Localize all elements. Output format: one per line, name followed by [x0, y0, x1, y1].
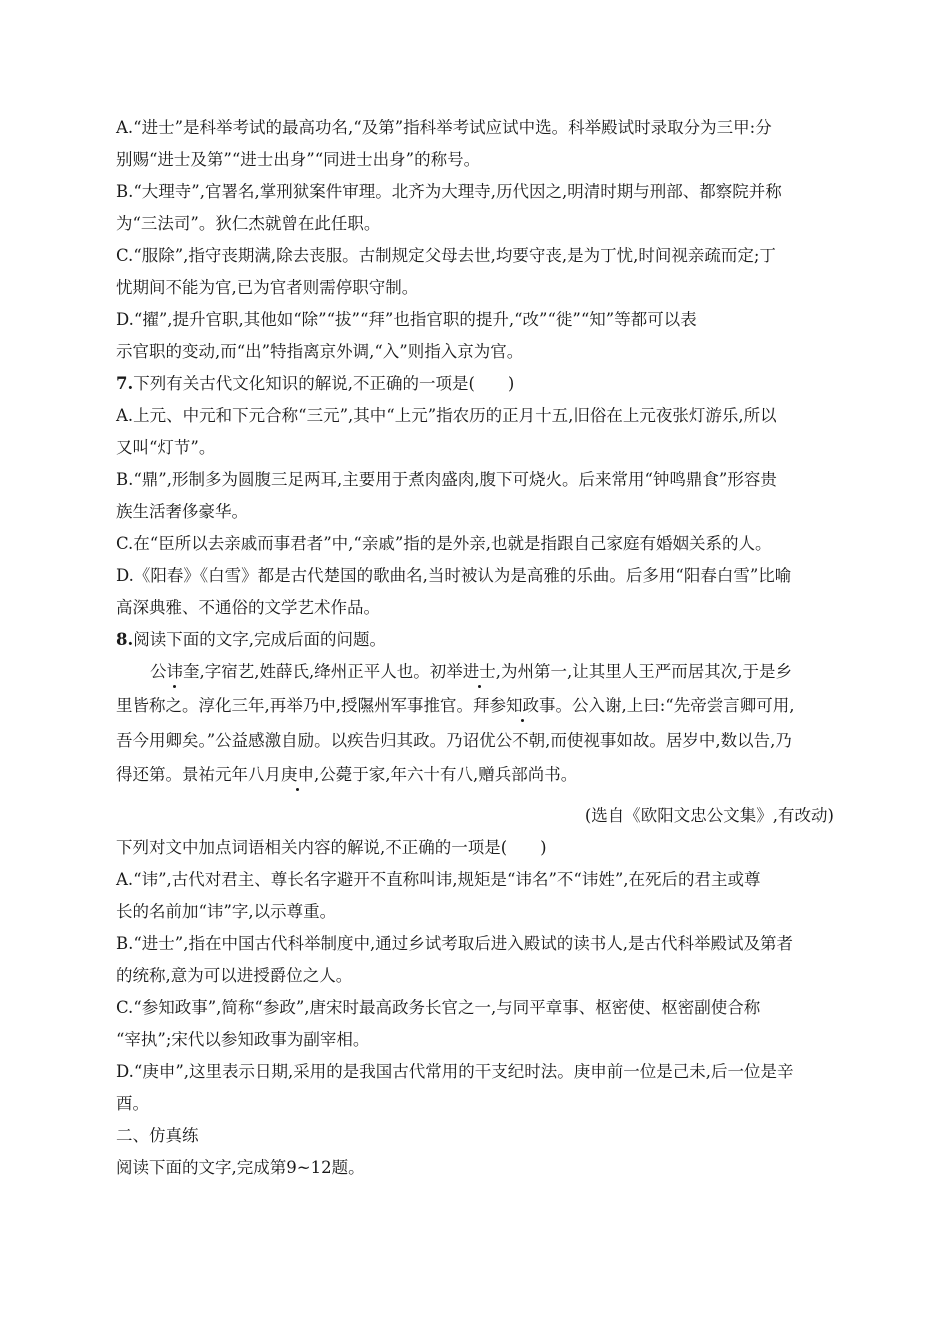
q7-option-d-line2: 高深典雅、不通俗的文学艺术作品。 [116, 598, 380, 617]
q8-option-c-line1: C.“参知政事”,简称“参政”,唐宋时最高政务长官之一,与同平章事、枢密使、枢密副使合称 [116, 998, 761, 1017]
passage-text: ,为州第一,让其里人王严而居其次,于是乡 [495, 662, 792, 681]
q6-option-a-line2: 别赐“进士及第”“进士出身”“同进士出身”的称号。 [116, 150, 481, 169]
q7-option-a-line1: A.上元、中元和下元合称“三元”,其中“上元”指农历的正月十五,旧俗在上元夜张灯游乐,所以 [116, 406, 777, 425]
passage-text: ,公薨于家,年六十有八,赠兵部尚书。 [314, 765, 578, 784]
dotted-term-hui: 讳 [166, 662, 183, 681]
dotted-term-gengshen: 庚申 [281, 765, 314, 784]
q7-stem [116, 374, 514, 394]
section-title: 二、仿真练 [116, 1126, 199, 1145]
q8-sub-stem: 下列对文中加点词语相关内容的解说,不正确的一项是( ) [116, 838, 547, 857]
q6-option-c-line2: 忧期间不能为官,已为官者则需停职守制。 [116, 278, 419, 297]
q7-option-d-line1: D.《阳春》《白雪》都是古代楚国的歌曲名,当时被认为是高雅的乐曲。后多用“阳春白雪”比喻 [116, 566, 792, 585]
passage-text: 。公入谢,上曰:“先帝尝言卿可用, [555, 696, 795, 715]
q7-option-b-line1: B.“鼎”,形制多为圆腹三足两耳,主要用于煮肉盛肉,腹下可烧火。后来常用“钟鸣鼎食”形容贵 [116, 470, 777, 489]
q8-passage-line2 [116, 696, 794, 716]
q8-option-d-line1: D.“庚申”,这里表示日期,采用的是我国古代常用的干支纪时法。庚申前一位是己未,后一位是辛 [116, 1062, 794, 1081]
dotted-term-canzhizhengshi: 参知政事 [489, 696, 556, 715]
passage-text: 里皆称之。淳化三年,再举乃中,授隰州军事推官。拜 [116, 696, 490, 715]
q6-option-b-line2: 为“三法司”。狄仁杰就曾在此任职。 [116, 214, 381, 233]
q8-passage-line1 [150, 662, 792, 682]
q6-option-d-line1: D.“擢”,提升官职,其他如“除”“拔”“拜”也指官职的提升,“改”“徙”“知”等都可以表 [116, 310, 697, 329]
q8-option-c-line2: “宰执”;宋代以参知政事为副宰相。 [116, 1030, 370, 1049]
q8-option-b-line1: B.“进士”,指在中国古代科举制度中,通过乡试考取后进入殿试的读书人,是古代科举殿试及第者 [116, 934, 793, 953]
q8-passage-line3: 吾今用卿矣。”公益感激自励。以疾告归其政。乃诏优公不朝,而使视事如故。居岁中,数以告,乃 [116, 731, 792, 750]
passage-text: 公 [150, 662, 167, 681]
q8-passage-line4 [116, 765, 577, 785]
section-instruction: 阅读下面的文字,完成第9~12题。 [116, 1158, 365, 1177]
q6-option-b-line1: B.“大理寺”,官署名,掌刑狱案件审理。北齐为大理寺,历代因之,明清时期与刑部、都察院并称 [116, 182, 782, 201]
q6-option-c-line1: C.“服除”,指守丧期满,除去丧服。古制规定父母去世,均要守丧,是为丁忧,时间视亲疏而定;丁 [116, 246, 776, 265]
passage-text: 得还第。景祐元年八月 [116, 765, 281, 784]
q8-stem-text: 阅读下面的文字,完成后面的问题。 [133, 630, 386, 649]
q7-option-c-line1: C.在“臣所以去亲戚而事君者”中,“亲戚”指的是外亲,也就是指跟自己家庭有婚姻关系的人。 [116, 534, 772, 553]
q8-stem [116, 630, 386, 650]
q8-option-a-line2: 长的名前加“讳”字,以示尊重。 [116, 902, 337, 921]
q7-stem-text: 下列有关古代文化知识的解说,不正确的一项是( ) [133, 374, 515, 393]
q8-option-a-line1: A.“讳”,古代对君主、尊长名字避开不直称叫讳,规矩是“讳名”不“讳姓”,在死后的君主或尊 [116, 870, 761, 889]
dotted-term-jinshi: 进士 [462, 662, 496, 681]
q7-option-b-line2: 族生活奢侈豪华。 [116, 502, 248, 521]
q8-number: 8. [116, 630, 134, 649]
q8-option-d-line2: 酉。 [116, 1094, 149, 1113]
passage-text: 奎,字宿艺,姓薛氏,绛州正平人也。初举 [183, 662, 463, 681]
q6-option-a-line1: A.“进士”是科举考试的最高功名,“及第”指科举考试应试中选。科举殿试时录取分为三甲:分 [116, 118, 772, 137]
passage-source: (选自《欧阳文忠公文集》,有改动) [584, 806, 834, 825]
q7-option-a-line2: 又叫“灯节”。 [116, 438, 216, 457]
q7-number: 7. [116, 374, 134, 393]
q6-option-d-line2: 示官职的变动,而“出”特指离京外调,“入”则指入京为官。 [116, 342, 524, 361]
q8-option-b-line2: 的统称,意为可以进授爵位之人。 [116, 966, 353, 985]
